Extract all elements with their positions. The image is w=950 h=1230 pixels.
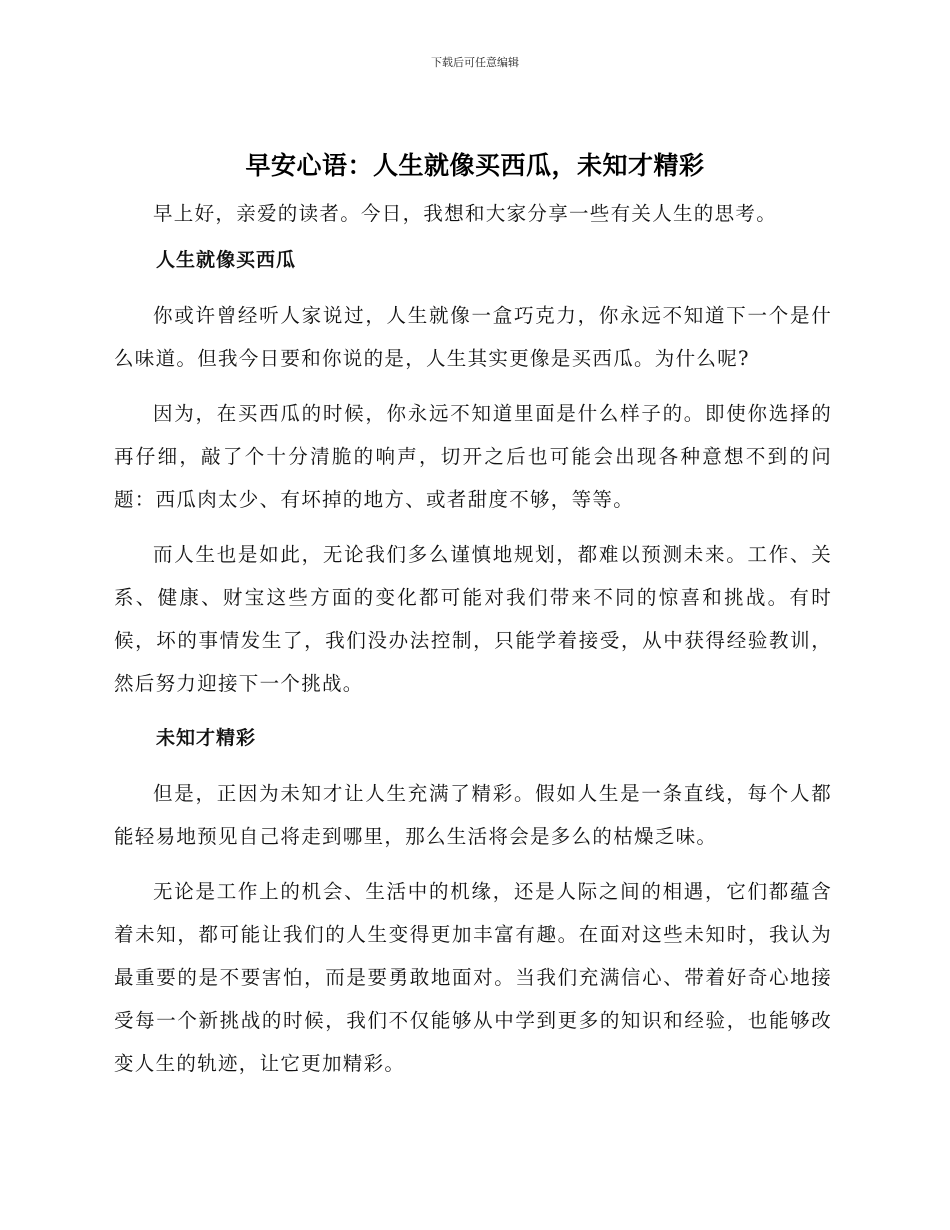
header-note: 下载后可任意编辑 — [431, 56, 519, 69]
paragraph: 因为，在买西瓜的时候，你永远不知道里面是什么样子的。即使你选择的再仔细，敲了个十分清脆的响声，切开之后也可能会出现各种意想不到的问题：西瓜肉太少、有坏掉的地方、或者甜度不够，等等。 — [114, 402, 832, 511]
paragraph: 而人生也是如此，无论我们多么谨慎地规划，都难以预测未来。工作、关系、健康、财宝这些方面的变化都可能对我们带来不同的惊喜和挑战。有时候，坏的事情发生了，我们没办法控制，只能学着接受，从中获得经验教训，然后努力迎接下一个挑战。 — [114, 543, 832, 695]
paragraph: 无论是工作上的机会、生活中的机缘，还是人际之间的相遇，它们都蕴含着未知，都可能让我们的人生变得更加丰富有趣。在面对这些未知时，我认为最重要的是不要害怕，而是要勇敢地面对。当我们充满信心、带着好奇心地接受每一个新挑战的时候，我们不仅能够从中学到更多的知识和经验，也能够改变人生的轨迹，让它更加精彩。 — [114, 880, 832, 1075]
paragraph: 你或许曾经听人家说过，人生就像一盒巧克力，你永远不知道下一个是什么味道。但我今日要和你说的是，人生其实更像是买西瓜。为什么呢? — [114, 304, 832, 370]
intro-paragraph: 早上好，亲爱的读者。今日，我想和大家分享一些有关人生的思考。 — [153, 202, 778, 225]
section-heading-watermelon: 人生就像买西瓜 — [156, 249, 297, 271]
page-title: 早安心语：人生就像买西瓜，未知才精彩 — [245, 151, 705, 180]
section-heading-unknown: 未知才精彩 — [156, 727, 257, 749]
article-body — [114, 192, 832, 1085]
paragraph: 但是，正因为未知才让人生充满了精彩。假如人生是一条直线，每个人都能轻易地预见自己将走到哪里，那么生活将会是多么的枯燥乏味。 — [114, 782, 832, 848]
